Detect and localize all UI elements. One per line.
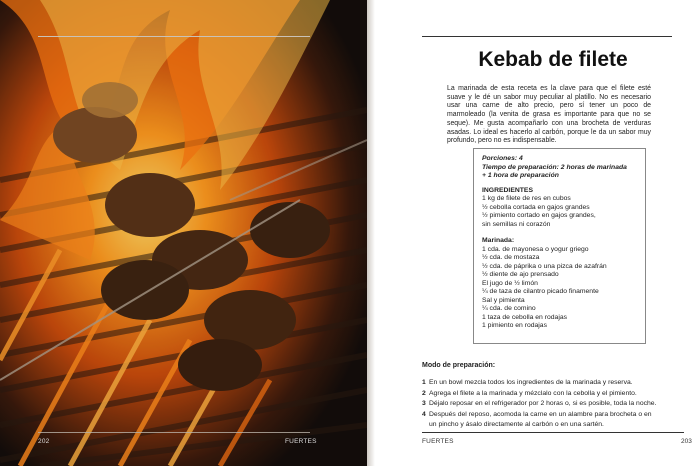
ingredient-item: ½ pimiento cortado en gajos grandes,	[482, 212, 596, 219]
running-head: FUERTES	[422, 438, 454, 445]
step-number: 3	[422, 400, 426, 407]
method-step	[422, 389, 684, 400]
step-number: 2	[422, 389, 426, 397]
method-heading: Modo de preparación:	[422, 362, 496, 369]
method-step	[422, 378, 684, 389]
step-text: Agrega el filete a la marinada y mézclalo con la cebolla y el pimiento.	[429, 389, 637, 397]
intro-paragraph: La marinada de esta receta es la clave para que el filete esté suave y le dé un sabor muy peculiar al platillo. No es necesario usar una carne de alto precio, pero sí tener un poco de marmoleado (la venita de grasa es importante para que no se seque). Me gusta acompañarlo con una brocheta de verduras asadas. Lo ideal es hacerlo al carbón, porque le da un sabor muy profundo, pero no es indispensable.	[447, 85, 651, 145]
method-step	[422, 399, 684, 410]
top-rule	[422, 36, 672, 37]
ingredients-heading: INGREDIENTES	[482, 186, 533, 194]
servings: Porciones: 4	[482, 155, 523, 162]
step-text: Déjalo reposar en el refrigerador por 2 horas o, si es posible, toda la noche.	[429, 400, 657, 407]
book-gutter	[367, 0, 375, 466]
marinade-item: 1 taza de cebolla en rodajas	[482, 313, 568, 321]
method-step	[422, 410, 684, 421]
bottom-rule	[38, 432, 310, 433]
prep-time-line: Tiempo de preparación: 2 horas de marinada	[482, 163, 627, 171]
step-number: 4	[422, 410, 426, 418]
marinade-item: ¼ de taza de cilantro picado finamente	[482, 288, 599, 295]
marinade-item: 1 pimiento en rodajas	[482, 322, 547, 329]
marinade-item: El jugo de ½ limón	[482, 279, 538, 287]
ingredient-item: sin semillas ni corazón	[482, 220, 551, 228]
step-number: 1	[422, 379, 426, 386]
bottom-rule	[422, 432, 684, 433]
running-head: FUERTES	[285, 438, 317, 445]
recipe-info-box	[473, 148, 646, 344]
ingredient-item: ½ cebolla cortada en gajos grandes	[482, 203, 590, 211]
page-number: 203	[681, 438, 692, 445]
step-text: un pincho y ásalo directamente al carbón o en una sartén.	[429, 421, 604, 428]
marinade-item: 1 cda. de mayonesa o yogur griego	[482, 245, 589, 253]
method-steps	[422, 378, 684, 431]
prep-time-line: + 1 hora de preparación	[482, 172, 559, 179]
step-text: En un bowl mezcla todos los ingredientes de la marinada y reserva.	[429, 379, 633, 386]
marinade-item: ½ cda. de mostaza	[482, 254, 540, 261]
right-page	[375, 0, 700, 466]
ingredient-item: 1 kg de filete de res en cubos	[482, 195, 571, 202]
page-number: 202	[38, 438, 50, 445]
marinade-item: ½ diente de ajo prensado	[482, 271, 559, 278]
marinade-item: ½ cda. de páprika o una pizca de azafrán	[482, 262, 607, 270]
method-step-continued	[422, 420, 684, 431]
top-rule	[38, 36, 310, 37]
step-text: Después del reposo, acomoda la carne en un alambre para brocheta o en	[429, 410, 652, 418]
marinade-heading: Marinada:	[482, 237, 515, 244]
marinade-item: Sal y pimienta	[482, 296, 525, 304]
recipe-title: Kebab de filete	[478, 48, 628, 71]
marinade-item: ¼ cda. de comino	[482, 305, 536, 312]
